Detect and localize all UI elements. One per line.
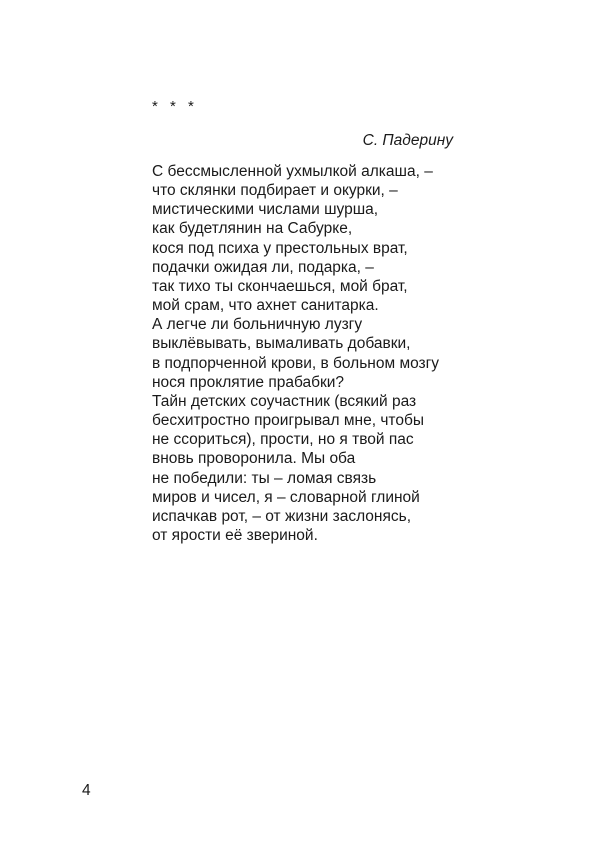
- poem-line: в подпорченной крови, в больном мозгу: [152, 354, 440, 372]
- poem-line: не ссориться), прости, но я твой пас: [152, 431, 414, 449]
- section-stars: * * *: [152, 98, 198, 115]
- poem-line: как будетлянин на Сабурке,: [152, 220, 353, 238]
- poem-line: от ярости её звериной.: [152, 526, 318, 544]
- poem-line: нося проклятие прабабки?: [152, 373, 345, 391]
- poem-line: что склянки подбирает и окурки, –: [152, 182, 398, 200]
- poem-text: [152, 162, 439, 545]
- poem-line: А легче ли больничную лузгу: [152, 316, 363, 334]
- poem-line: испачкав рот, – от жизни заслонясь,: [152, 507, 412, 525]
- poem-line: Тайн детских соучастник (всякий раз: [152, 392, 417, 410]
- poem-line: С бессмысленной ухмылкой алкаша, –: [152, 163, 433, 180]
- poem-line: бесхитростно проигрывал мне, чтобы: [152, 412, 424, 430]
- poem-line: подачки ожидая ли, подарка, –: [152, 258, 374, 276]
- poem-line: мой срам, что ахнет санитарка.: [152, 297, 379, 315]
- dedication: С. Падерину: [362, 132, 453, 149]
- page-number: 4: [82, 782, 91, 799]
- poem-line: так тихо ты скончаешься, мой брат,: [152, 277, 408, 295]
- poem-line: вновь проворонила. Мы оба: [152, 450, 356, 468]
- poem-line: мистическими числами шурша,: [152, 201, 379, 219]
- poem-line: не победили: ты – ломая связь: [152, 469, 377, 487]
- poem-line: миров и чисел, я – словарной глиной: [152, 488, 420, 506]
- poem-line: кося под психа у престольных врат,: [152, 239, 408, 257]
- poem-line: выклёвывать, вымаливать добавки,: [152, 335, 411, 353]
